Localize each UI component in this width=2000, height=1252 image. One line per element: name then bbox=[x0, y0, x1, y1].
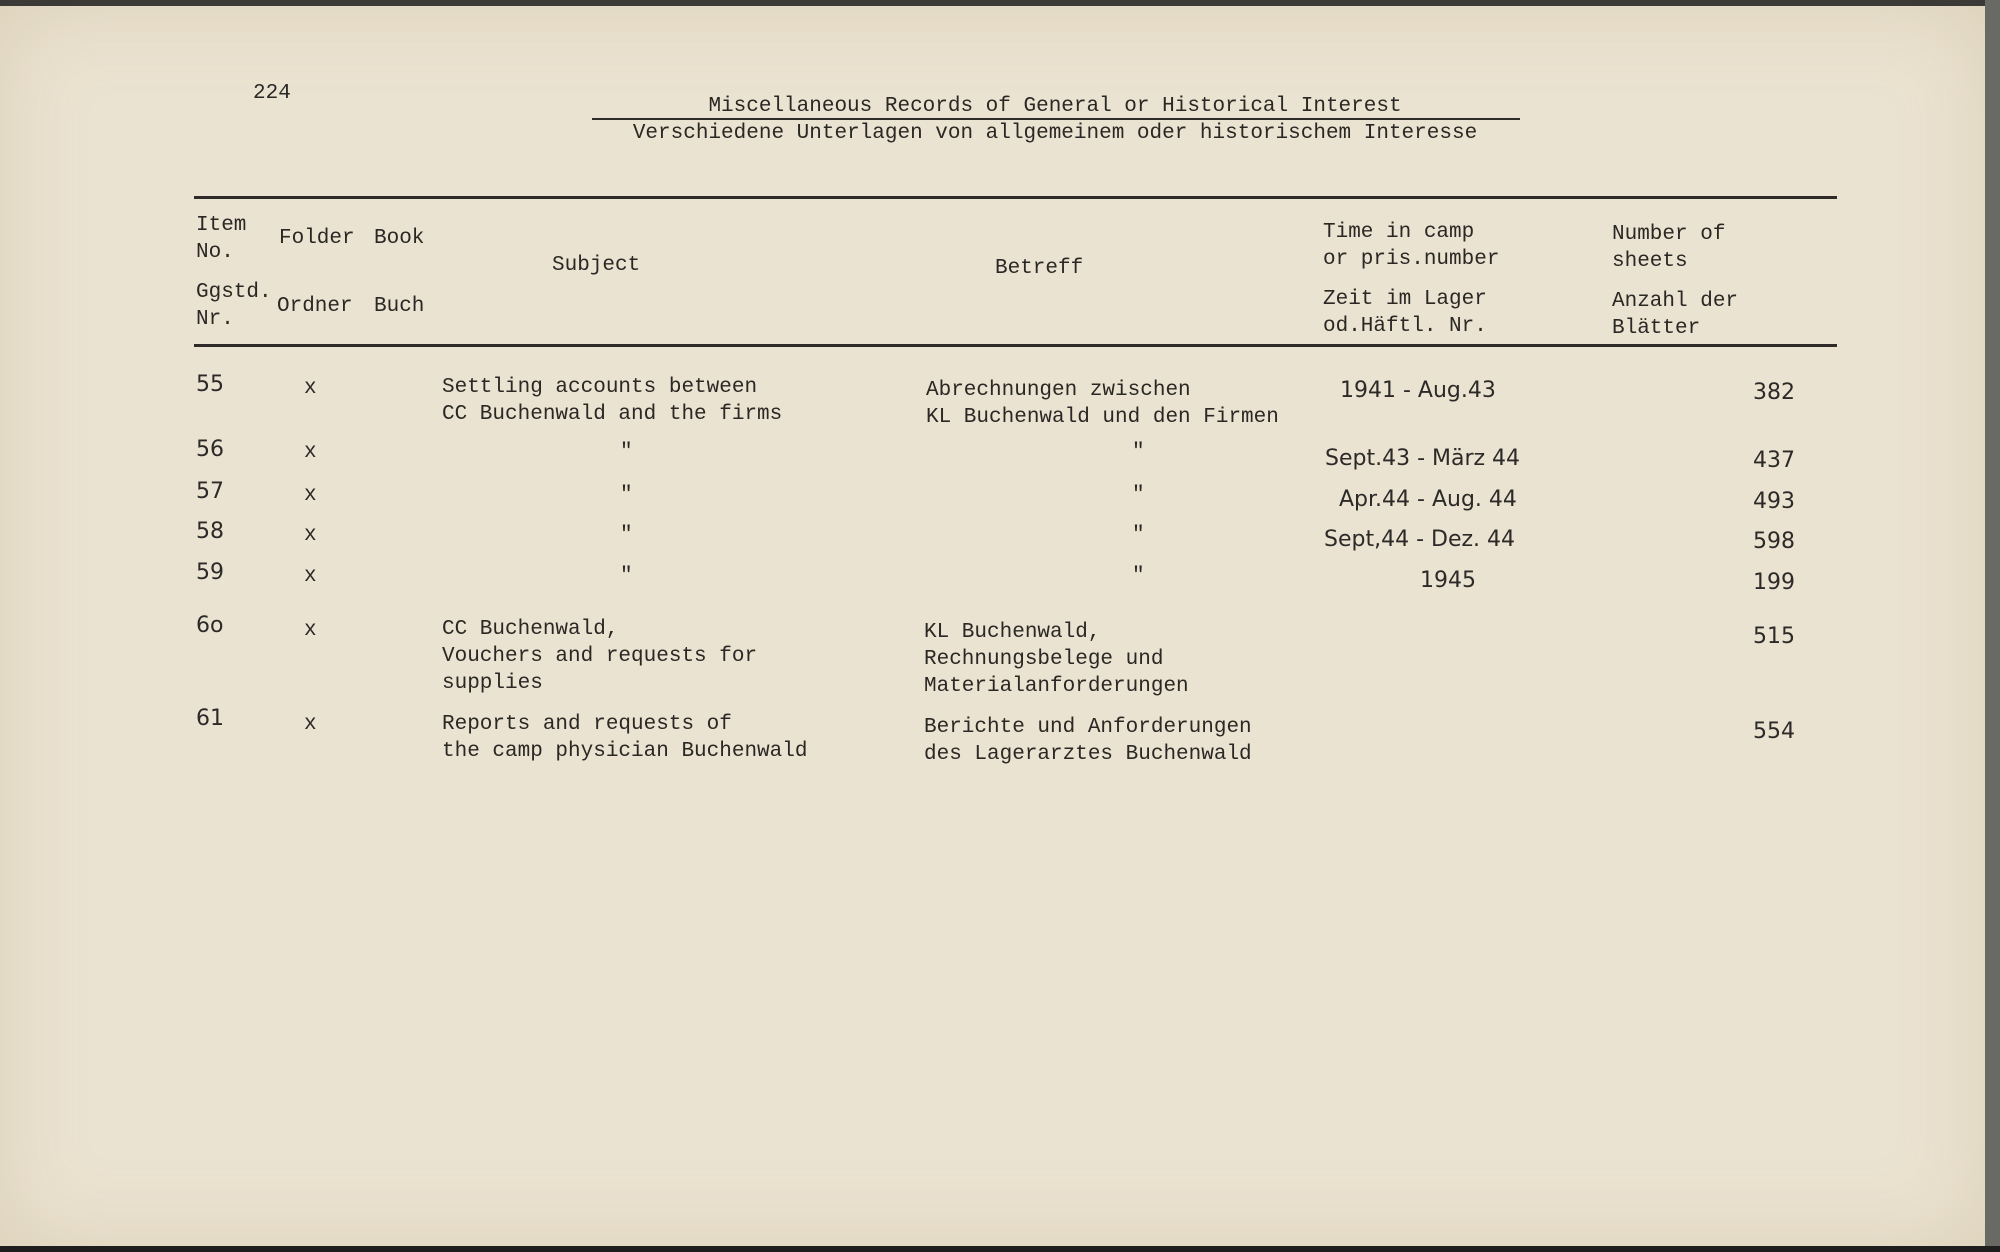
title-german: Verschiedene Unterlagen von allgemeinem oder historischem Interesse bbox=[632, 122, 1478, 145]
header-item-no: Item No. bbox=[196, 214, 247, 264]
subject-ditto: " bbox=[620, 441, 633, 464]
page-bottom-shadow bbox=[0, 1246, 2000, 1252]
betreff-ditto: " bbox=[1132, 441, 1145, 464]
page-edge-shadow bbox=[1985, 0, 2000, 1252]
subject-ditto: " bbox=[620, 565, 633, 588]
time-value: Sept,44 - Dez. 44 bbox=[1324, 527, 1516, 552]
time-value: Apr.44 - Aug. 44 bbox=[1339, 487, 1517, 512]
subject-ditto: " bbox=[620, 484, 633, 507]
header-folder-de: Ordner bbox=[277, 295, 353, 318]
betreff-text: KL Buchenwald, Rechnungsbelege und Materialanforderungen bbox=[924, 621, 1189, 698]
subject-text: Settling accounts between CC Buchenwald and the firms bbox=[442, 376, 783, 426]
table-header-rule bbox=[194, 344, 1837, 347]
sheets-value: 493 bbox=[1753, 489, 1795, 514]
folder-mark: x bbox=[304, 524, 317, 547]
betreff-text: Abrechnungen zwischen KL Buchenwald und den Firmen bbox=[926, 379, 1279, 429]
betreff-ditto: " bbox=[1132, 484, 1145, 507]
table-row: 57 bbox=[196, 479, 224, 504]
sheets-value: 382 bbox=[1753, 380, 1795, 405]
header-folder: Folder bbox=[279, 227, 355, 250]
table-row: 61 bbox=[196, 706, 224, 731]
folder-mark: x bbox=[304, 377, 317, 400]
betreff-text: Berichte und Anforderungen des Lagerarztes Buchenwald bbox=[924, 716, 1252, 766]
page-number: 224 bbox=[253, 82, 291, 105]
betreff-ditto: " bbox=[1132, 565, 1145, 588]
title-english: Miscellaneous Records of General or Historical Interest bbox=[708, 95, 1402, 118]
subject-text: Reports and requests of the camp physician Buchenwald bbox=[442, 713, 808, 763]
header-book: Book bbox=[374, 227, 425, 250]
sheets-value: 515 bbox=[1753, 624, 1795, 649]
time-value: 1945 bbox=[1420, 568, 1476, 593]
folder-mark: x bbox=[304, 713, 317, 736]
header-subject: Subject bbox=[552, 254, 641, 277]
folder-mark: x bbox=[304, 619, 317, 642]
folder-mark: x bbox=[304, 441, 317, 464]
table-row: 55 bbox=[196, 372, 224, 397]
subject-text: CC Buchenwald, Vouchers and requests for supplies bbox=[442, 618, 758, 695]
table-row: 58 bbox=[196, 519, 224, 544]
subject-ditto: " bbox=[620, 524, 633, 547]
header-time: Time in camp or pris.number bbox=[1323, 221, 1500, 271]
document-page bbox=[0, 6, 1985, 1248]
header-book-de: Buch bbox=[374, 295, 425, 318]
table-row: 56 bbox=[196, 437, 224, 462]
header-sheets: Number of sheets bbox=[1612, 223, 1726, 273]
header-time-de: Zeit im Lager od.Häftl. Nr. bbox=[1323, 288, 1487, 338]
sheets-value: 437 bbox=[1753, 448, 1795, 473]
folder-mark: x bbox=[304, 484, 317, 507]
time-value: 1941 - Aug.43 bbox=[1340, 378, 1496, 403]
header-sheets-de: Anzahl der Blätter bbox=[1612, 290, 1739, 340]
sheets-value: 199 bbox=[1753, 570, 1795, 595]
table-row: 6o bbox=[196, 613, 224, 638]
betreff-ditto: " bbox=[1132, 524, 1145, 547]
sheets-value: 598 bbox=[1753, 529, 1795, 554]
header-betreff: Betreff bbox=[995, 257, 1084, 280]
table-row: 59 bbox=[196, 560, 224, 585]
sheets-value: 554 bbox=[1753, 719, 1795, 744]
header-item-no-de: Ggstd. Nr. bbox=[196, 281, 272, 331]
table-top-rule bbox=[194, 196, 1837, 199]
folder-mark: x bbox=[304, 565, 317, 588]
time-value: Sept.43 - März 44 bbox=[1325, 446, 1521, 471]
